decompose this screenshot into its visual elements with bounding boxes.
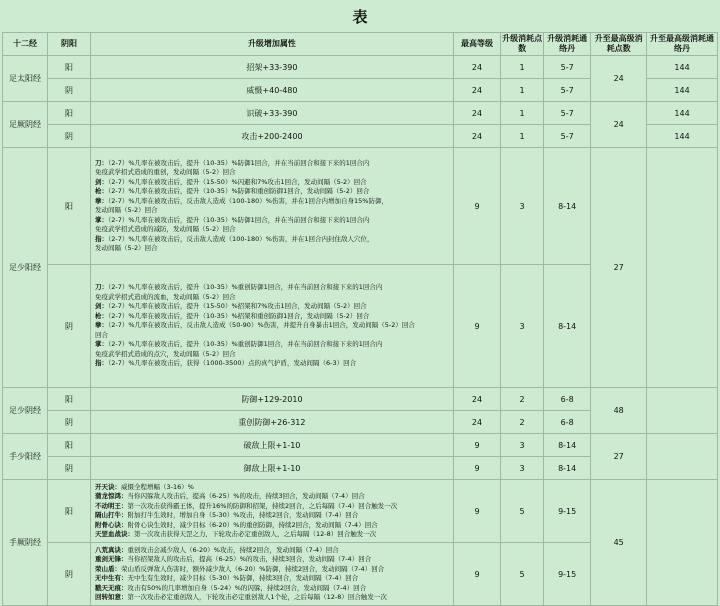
table-row [3, 434, 718, 457]
description-line [95, 530, 449, 540]
header-meridian: 十二经 [3, 33, 48, 56]
points-cell: 3 [501, 457, 544, 480]
yinyang-cell: 阴 [48, 79, 91, 102]
attr-cell: 防御+129-2010 [91, 388, 454, 411]
attr-cell: 招架+33-390 [91, 56, 454, 79]
description-text: （2-7）%几率在被攻击后，提升（15-50）%闪避和7%攻击1回合，发动间隔（5-2）回合 [108, 177, 367, 186]
attr-cell: 识破+33-390 [91, 102, 454, 125]
yinyang-cell: 阳 [48, 480, 91, 543]
description-line [95, 359, 449, 369]
description-line [95, 225, 449, 235]
max-points-cell: 24 [591, 102, 647, 148]
description-key: 枪： [95, 187, 109, 195]
description-line [95, 546, 449, 556]
header-yinyang: 阴阳 [48, 33, 91, 56]
pill-cell: 9-15 [544, 543, 591, 606]
points-cell: 1 [501, 79, 544, 102]
description-text: （2-7）%几率在被攻击后，提升（10-35）%防御1回合，并在当前回合和接下来的1回合内 [108, 158, 370, 167]
description-text: （2-7）%几率在被攻击后，提升（10-35）%招架和重创防御1回合，发动间隔（5-2）回合 [108, 311, 370, 320]
description-line [95, 312, 449, 322]
description-text: 荣山盾反弹敌人伤害时，额外减少敌人（6-20）%防御，持续2回合，发动间隔（7-4）回合 [121, 564, 385, 573]
pill-cell: 6-8 [544, 411, 591, 434]
points-cell: 2 [501, 411, 544, 434]
level-cell: 9 [453, 480, 500, 543]
description-text: 附骨心诀生效时，减少目标（6-20）%的重创防御，持续2回合，发动间隔（7-4）回合 [127, 520, 378, 529]
description-key: 指： [95, 359, 109, 368]
description-key: 剑： [95, 302, 109, 311]
description-line [95, 178, 449, 188]
description-key: 无中生有： [95, 574, 128, 582]
description-text: （2-7）%几率在被攻击后，反击敌人造成（100-180）%伤害，并在1回合内封住敌人穴位， [108, 234, 374, 243]
header-attr: 升级增加属性 [91, 33, 454, 56]
description-text: 免疫武学招式造成的点穴，发动间隔（5-2）回合 [95, 349, 236, 358]
level-cell: 24 [453, 56, 500, 79]
pill-cell: 5-7 [544, 102, 591, 125]
description-text: （2-7）%几率在被攻击后，反击敌人造成（100-180）%伤害，并在1回合内增加自身15%防御， [108, 196, 388, 205]
description-text: 免疫武学招式造成的流血，发动间隔（5-2）回合 [95, 292, 236, 301]
description-text: （2-7）%几率在被攻击后，提升（10-35）%重创防御1回合，并在当前回合和接下来的1回合内 [108, 283, 383, 292]
pill-cell: 6-8 [544, 388, 591, 411]
max-pill-cell [647, 434, 718, 480]
max-points-cell: 27 [591, 434, 647, 480]
pill-cell: 5-7 [544, 56, 591, 79]
description-line [95, 502, 449, 512]
description-text: 免疫武学招式造成的减防，发动间隔（5-2）回合 [95, 225, 236, 233]
page-title: 表 [352, 8, 368, 26]
description-line [95, 197, 449, 207]
description-key: 隔山打牛： [95, 511, 128, 519]
description-text: 第一次攻击获得霸王体，提升16%的防御和招架，持续2回合，之后每隔（7-4）回合触发一次 [127, 501, 398, 510]
description-text: 重创攻击会减少敌人（6-20）%攻击，持续2回合，发动间隔（7-4）回合 [127, 545, 339, 554]
yinyang-cell: 阳 [48, 434, 91, 457]
level-cell: 9 [453, 457, 500, 480]
meridian-cell: 手厥阴经 [3, 480, 48, 606]
meridian-table [2, 32, 718, 606]
yinyang-cell: 阴 [48, 457, 91, 480]
description-key: 不动明王： [95, 501, 128, 510]
description-text: 第一次攻击获得天罡之力，下轮攻击必定重创敌人，之后每隔（12-8）回合触发一次 [134, 530, 377, 538]
yinyang-cell: 阳 [48, 56, 91, 79]
yinyang-cell: 阳 [48, 388, 91, 411]
max-pill-cell [647, 148, 718, 388]
table-row [3, 148, 718, 265]
level-cell: 9 [453, 543, 500, 606]
description-line [95, 216, 449, 226]
attr-cell: 重创防御+26-312 [91, 411, 454, 434]
header-max-pill: 升至最高级消耗通络丹 [647, 33, 718, 56]
description-key: 戳天无痕： [95, 583, 128, 592]
level-cell: 24 [453, 388, 500, 411]
description-text: 免疫武学招式造成的重创，发动间隔（5-2）回合 [95, 168, 236, 176]
level-cell: 24 [453, 102, 500, 125]
level-cell: 9 [453, 434, 500, 457]
description-key: 拳： [95, 321, 109, 330]
header-max-points: 升至最高级消耗点数 [591, 33, 647, 56]
description-text: （2-7）%几率在被攻击后，提升（10-35）%防御和重创防御1回合，发动间隔（5-2）回合 [108, 187, 370, 195]
description-key: 开天诀： [95, 482, 122, 491]
yinyang-cell: 阴 [48, 265, 91, 388]
description-line [95, 483, 449, 493]
yinyang-cell: 阴 [48, 411, 91, 434]
description-text: 发动间隔（5-2）回合 [95, 206, 158, 214]
points-cell: 3 [501, 265, 544, 388]
level-cell: 9 [453, 148, 500, 265]
description-line [95, 521, 449, 531]
description-line [95, 584, 449, 594]
description-line [95, 168, 449, 178]
description-key: 重剑无锋： [95, 555, 128, 563]
description-key: 掌： [95, 340, 109, 349]
max-points-cell: 27 [591, 148, 647, 388]
description-key: 回转如意： [95, 593, 128, 601]
attr-cell: 破敌上限+1-10 [91, 434, 454, 457]
description-line [95, 565, 449, 575]
pill-cell: 8-14 [544, 457, 591, 480]
description-key: 蒲龙惊鸿： [95, 492, 128, 500]
points-cell: 5 [501, 543, 544, 606]
description-text: 威慑全程增幅（3-16）% [121, 482, 194, 491]
description-line [95, 159, 449, 169]
description-key: 剑： [95, 177, 109, 186]
description-key: 荣山盾： [95, 564, 122, 573]
header-row [3, 33, 718, 56]
description-line [95, 283, 449, 293]
description-key: 附骨心诀： [95, 520, 128, 529]
yinyang-cell: 阴 [48, 543, 91, 606]
points-cell: 1 [501, 56, 544, 79]
table-row [3, 480, 718, 543]
description-key: 掌： [95, 215, 109, 224]
description-line [95, 235, 449, 245]
description-text: 当你招架敌人的攻击后，提高（6-25）%的攻击，持续3回合，发动间隔（7-4）回合 [127, 555, 372, 563]
meridian-cell: 手少阳经 [3, 434, 48, 480]
description-line [95, 574, 449, 584]
yinyang-cell: 阴 [48, 125, 91, 148]
description-key: 指： [95, 234, 109, 243]
level-cell: 24 [453, 79, 500, 102]
description-text: 附加打牛生效时，增加自身（5-30）%攻击，持续2回合，发动间隔（7-4）回合 [127, 511, 359, 519]
pill-cell: 8-14 [544, 434, 591, 457]
attr-description [91, 265, 454, 388]
description-text: （2-7）%几率在被攻击后，反击敌人造成（50-90）%伤害，并提升自身暴击1回合，发动间隔（5-2）回合 [108, 321, 415, 330]
max-points-cell: 24 [591, 56, 647, 102]
description-line [95, 321, 449, 331]
description-text: （2-7）%几率在被攻击后，提升（10-35）%防御1回合，并在当前回合和接下来的1回合内 [108, 215, 370, 224]
attr-cell: 御敌上限+1-10 [91, 457, 454, 480]
max-pill-cell [647, 388, 718, 434]
description-line [95, 340, 449, 350]
description-text: （2-7）%几率在被攻击后，获得（1000-3500）点的真气护盾，发动间隔（6-3）回合 [108, 359, 357, 368]
description-line [95, 492, 449, 502]
level-cell: 9 [453, 265, 500, 388]
description-line [95, 244, 449, 254]
description-line [95, 331, 449, 341]
max-points-cell: 48 [591, 388, 647, 434]
description-text: （2-7）%几率在被攻击后，提升（15-50）%招架和7%攻击1回合，发动间隔（5-2）回合 [108, 302, 367, 311]
header-max-level: 最高等级 [453, 33, 500, 56]
pill-cell: 8-14 [544, 265, 591, 388]
meridian-cell: 足太阳经 [3, 56, 48, 102]
yinyang-cell: 阳 [48, 102, 91, 125]
description-key: 刀： [95, 283, 109, 292]
points-cell: 3 [501, 434, 544, 457]
max-pill-cell [647, 480, 718, 606]
max-points-cell: 45 [591, 480, 647, 606]
meridian-cell: 足厥阴经 [3, 102, 48, 148]
description-text: 发动间隔（5-2）回合 [95, 244, 158, 252]
description-text: 第一次攻击必定重创敌人，下轮攻击必定重创敌人1个轮，之后每隔（12-8）回合触发一次 [127, 593, 387, 601]
yinyang-cell: 阳 [48, 148, 91, 265]
description-text: （2-7）%几率在被攻击后，提升（10-35）%重创防御1回合，并在当前回合和接下来的1回合内 [108, 340, 383, 349]
header-points: 升级消耗点数 [501, 33, 544, 56]
points-cell: 5 [501, 480, 544, 543]
description-line [95, 302, 449, 312]
description-text: 当你闪躲敌人攻击后，提高（6-25）%的攻击，持续3回合，发动间隔（7-4）回合 [127, 492, 365, 500]
description-key: 拳： [95, 196, 109, 205]
meridian-cell: 足少阴经 [3, 388, 48, 434]
pill-cell: 8-14 [544, 148, 591, 265]
points-cell: 2 [501, 388, 544, 411]
points-cell: 1 [501, 102, 544, 125]
attr-cell: 威慑+40-480 [91, 79, 454, 102]
attr-cell: 攻击+200-2400 [91, 125, 454, 148]
header-pill: 升级消耗通络丹 [544, 33, 591, 56]
table-row [3, 102, 718, 125]
level-cell: 24 [453, 411, 500, 434]
pill-cell: 5-7 [544, 125, 591, 148]
description-key: 枪： [95, 311, 109, 320]
description-key: 刀： [95, 158, 109, 167]
pill-cell: 5-7 [544, 79, 591, 102]
description-text: 回合 [95, 330, 109, 339]
level-cell: 24 [453, 125, 500, 148]
description-text: 无中生有生效时，减少目标（5-30）%防御，持续3回合，发动间隔（7-4）回合 [127, 574, 359, 582]
description-line [95, 206, 449, 216]
max-pill-cell: 144 [647, 125, 718, 148]
meridian-cell: 足少阳经 [3, 148, 48, 388]
description-text: 攻击有50%的几率增加自身（5-24）%的闪躲，持续2回合，发动间隔（7-4）回合 [127, 583, 367, 592]
description-line [95, 293, 449, 303]
description-line [95, 593, 449, 603]
description-line [95, 555, 449, 565]
description-key: 八荒真诀： [95, 545, 128, 554]
description-line [95, 350, 449, 360]
table-row [3, 56, 718, 79]
points-cell: 3 [501, 148, 544, 265]
attr-description [91, 148, 454, 265]
attr-description [91, 543, 454, 606]
points-cell: 1 [501, 125, 544, 148]
max-pill-cell: 144 [647, 102, 718, 125]
description-key: 天罡血战诀： [95, 530, 135, 538]
description-line [95, 511, 449, 521]
table-row [3, 388, 718, 411]
attr-description [91, 480, 454, 543]
pill-cell: 9-15 [544, 480, 591, 543]
max-pill-cell: 144 [647, 79, 718, 102]
max-pill-cell: 144 [647, 56, 718, 79]
description-line [95, 187, 449, 197]
